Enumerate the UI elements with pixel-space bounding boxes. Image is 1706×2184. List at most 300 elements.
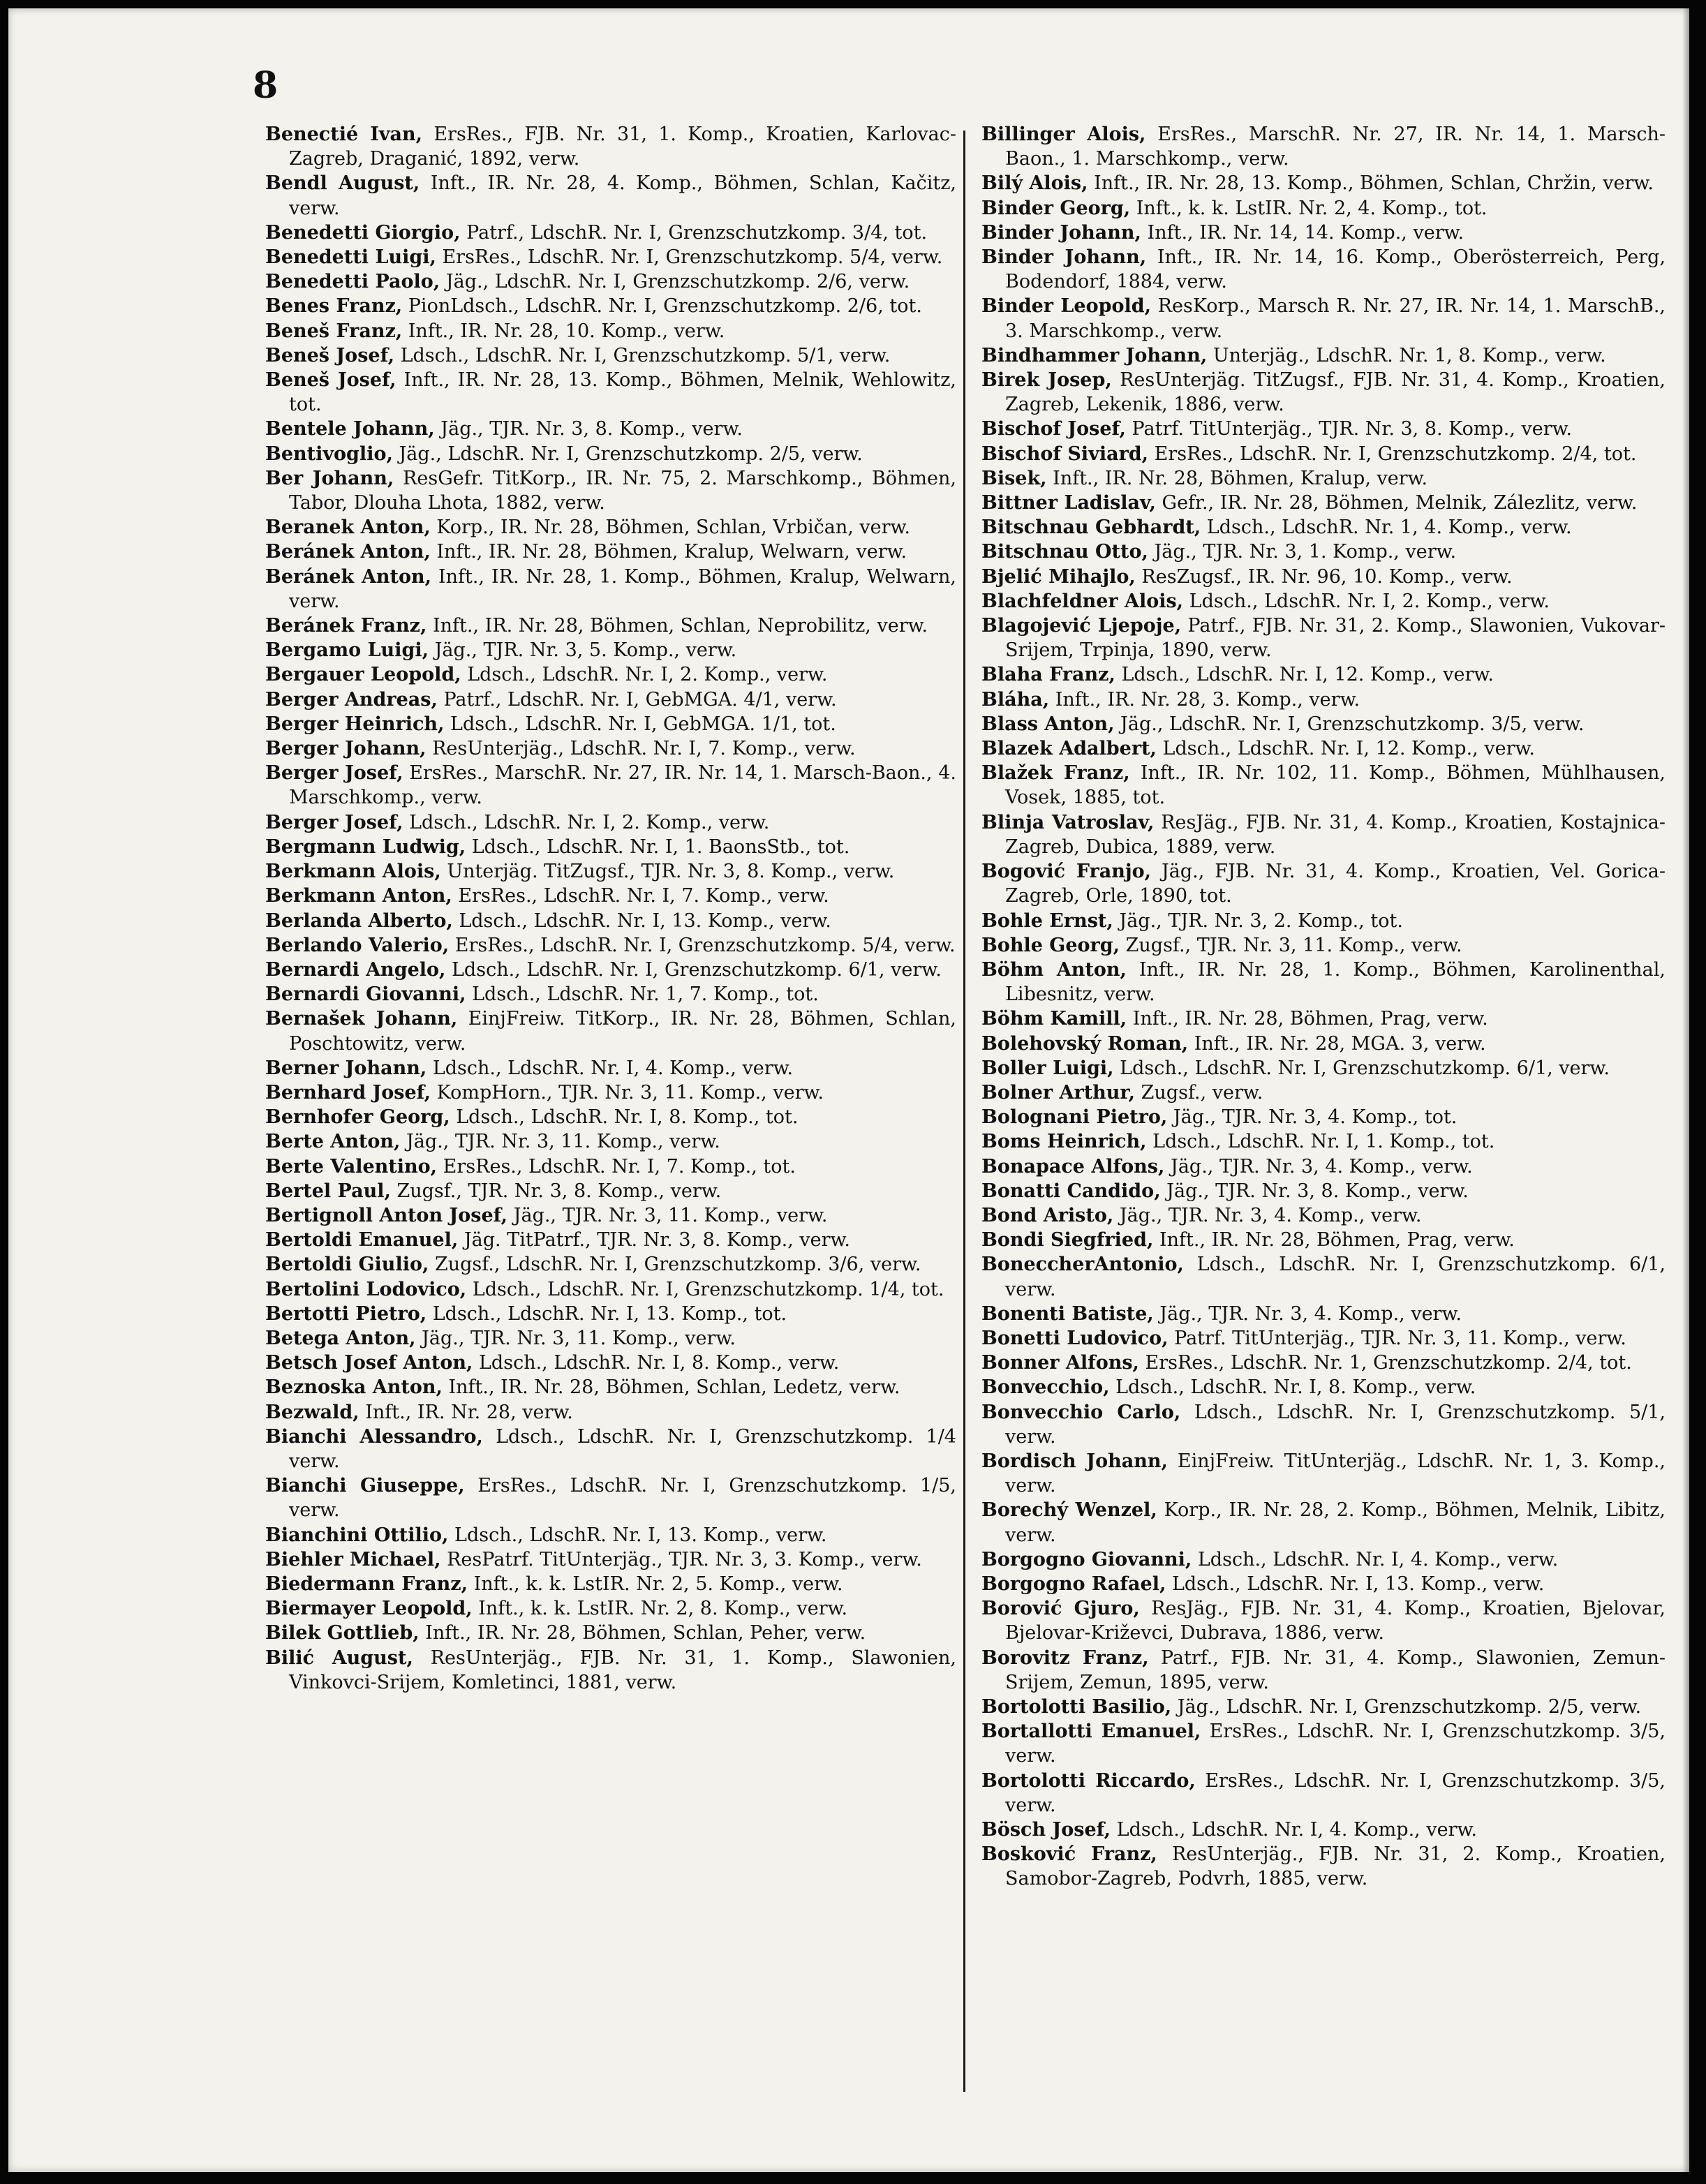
register-entry: [981, 1056, 1666, 1080]
register-entry: [265, 319, 956, 343]
register-entry: [265, 417, 956, 441]
register-entry: [265, 638, 956, 662]
entry-name: Benectié Ivan,: [265, 124, 423, 145]
entry-details: ResZugsf., IR. Nr. 96, 10. Komp., verw.: [1135, 565, 1513, 588]
entry-details: ErsRes., LdschR. Nr. I, Grenzschutzkomp. 3/5, verw.: [1005, 1769, 1666, 1816]
entry-details: Inft., IR. Nr. 28, Böhmen, Kralup, verw.: [1046, 467, 1428, 489]
entry-details: Jäg., TJR. Nr. 3, 11. Komp., verw.: [415, 1327, 736, 1349]
register-entry: [265, 343, 956, 368]
entry-name: Bentivoglio,: [265, 443, 393, 465]
entry-details: Ldsch., LdschR. Nr. I, 1. Komp., tot.: [1146, 1131, 1495, 1153]
entry-name: Bernhard Josef,: [265, 1081, 431, 1104]
register-entry: [981, 1302, 1666, 1326]
entry-details: Jäg., TJR. Nr. 3, 4. Komp., verw.: [1113, 1204, 1422, 1226]
entry-name: Bohle Georg,: [981, 934, 1120, 956]
register-entry: [265, 565, 956, 614]
register-entry: [981, 712, 1666, 736]
register-entry: [265, 1252, 956, 1277]
entry-name: Berkmann Anton,: [265, 885, 452, 907]
entry-name: Bonetti Ludovico,: [981, 1327, 1169, 1349]
entry-name: Blažek Franz,: [981, 762, 1130, 785]
entry-details: KompHorn., TJR. Nr. 3, 11. Komp., verw.: [431, 1081, 824, 1104]
register-entry: [265, 221, 956, 245]
entry-name: Bogović Franjo,: [981, 861, 1152, 883]
entry-details: Patrf., LdschR. Nr. I, Grenzschutzkomp. 3/4, tot.: [460, 221, 928, 244]
entry-details: Inft., IR. Nr. 28, 1. Komp., Böhmen, Kralup, Welwarn, verw.: [289, 565, 956, 612]
register-entry: [265, 466, 956, 515]
entry-details: Inft., IR. Nr. 28, Böhmen, Kralup, Welwarn, verw.: [430, 541, 907, 563]
register-entry: [981, 1572, 1666, 1596]
register-entry: [265, 1523, 956, 1547]
entry-details: Inft., IR. Nr. 28, 13. Komp., Böhmen, Schlan, Chržin, verw.: [1088, 172, 1654, 195]
register-entry: [265, 540, 956, 564]
entry-name: Bonenti Batiste,: [981, 1302, 1154, 1325]
entry-name: Bergamo Luigi,: [265, 639, 429, 662]
register-entry: [265, 1302, 956, 1326]
register-entry: [265, 933, 956, 958]
register-entry: [981, 1498, 1666, 1547]
entry-name: Biehler Michael,: [265, 1548, 441, 1570]
register-entry: [981, 1842, 1666, 1891]
register-entry: [981, 1228, 1666, 1252]
entry-details: Inft., IR. Nr. 14, 14. Komp., verw.: [1141, 221, 1464, 244]
entry-details: Zugsf., LdschR. Nr. I, Grenzschutzkomp. 3/6, verw.: [429, 1254, 921, 1276]
entry-name: Berger Heinrich,: [265, 713, 445, 735]
entry-name: Borgogno Rafael,: [981, 1573, 1166, 1595]
column-divider: [963, 131, 965, 2092]
register-entry: [981, 933, 1666, 958]
entry-name: Beneš Josef,: [265, 369, 396, 392]
entry-details: Ldsch., LdschR. Nr. I, 13. Komp., verw.: [448, 1524, 827, 1546]
entry-details: Zugsf., TJR. Nr. 3, 8. Komp., verw.: [390, 1180, 722, 1202]
entry-name: Bergmann Ludwig,: [265, 835, 466, 858]
entry-details: Inft., IR. Nr. 14, 16. Komp., Oberösterreich, Perg, Bodendorf, 1884, verw.: [1005, 246, 1666, 293]
register-entry: [265, 761, 956, 810]
entry-details: Ldsch., LdschR. Nr. I, 8. Komp., verw.: [1109, 1376, 1476, 1399]
entry-name: Bortolotti Basilio,: [981, 1696, 1172, 1718]
entry-details: Ldsch., LdschR. Nr. I, Grenzschutzkomp. 1/4, tot.: [466, 1278, 944, 1300]
register-entry: [265, 294, 956, 318]
entry-details: Ldsch., LdschR. Nr. I, 12. Komp., verw.: [1115, 664, 1494, 686]
entry-details: Jäg., FJB. Nr. 31, 4. Komp., Kroatien, Vel. Gorica-Zagreb, Orle, 1890, tot.: [1005, 861, 1666, 907]
entry-details: Korp., IR. Nr. 28, Böhmen, Schlan, Vrbičan, verw.: [430, 517, 911, 539]
register-entry: [265, 1056, 956, 1080]
entry-details: Inft., IR. Nr. 28, 10. Komp., verw.: [402, 320, 725, 342]
register-entry: [981, 614, 1666, 662]
entry-name: Bond Aristo,: [981, 1204, 1114, 1226]
entry-name: Borović Gjuro,: [981, 1598, 1140, 1620]
entry-details: Inft., IR. Nr. 28, MGA. 3, verw.: [1188, 1032, 1486, 1055]
entry-name: Bergauer Leopold,: [265, 664, 461, 686]
entry-name: Bondi Siegfried,: [981, 1229, 1154, 1251]
register-entry: [981, 1129, 1666, 1154]
register-entry: [265, 1326, 956, 1351]
entry-name: Beránek Anton,: [265, 541, 431, 563]
entry-name: Beznoska Anton,: [265, 1376, 443, 1399]
register-entry: [981, 491, 1666, 515]
entry-details: Jäg., LdschR. Nr. I, Grenzschutzkomp. 3/5, verw.: [1114, 713, 1585, 735]
entry-name: Borgogno Giovanni,: [981, 1548, 1192, 1570]
register-entry: [265, 736, 956, 761]
register-entry: [981, 761, 1666, 810]
register-entry: [981, 417, 1666, 441]
entry-details: Patrf. TitUnterjäg., TJR. Nr. 3, 11. Komp., verw.: [1168, 1327, 1626, 1349]
entry-name: Blass Anton,: [981, 713, 1115, 735]
entry-details: Ldsch., LdschR. Nr. I, 4. Komp., verw.: [1111, 1819, 1477, 1841]
entry-details: Patrf., FJB. Nr. 31, 2. Komp., Slawonien, Vukovar-Srijem, Trpinja, 1890, verw.: [1005, 615, 1666, 662]
entry-details: Inft., IR. Nr. 28, 4. Komp., Böhmen, Schlan, Kačitz, verw.: [289, 172, 957, 219]
register-entry: [265, 1400, 956, 1425]
register-entry: [265, 662, 956, 687]
register-entry: [981, 1006, 1666, 1031]
entry-details: Jäg., LdschR. Nr. I, Grenzschutzkomp. 2/5, verw.: [1171, 1696, 1642, 1718]
entry-name: Bertotti Pietro,: [265, 1302, 427, 1325]
entry-details: ErsRes., LdschR. Nr. I, 7. Komp., verw.: [452, 885, 829, 907]
entry-details: Jäg., TJR. Nr. 3, 4. Komp., tot.: [1167, 1106, 1457, 1129]
entry-name: Bolehovský Roman,: [981, 1032, 1189, 1055]
entry-name: Blaha Franz,: [981, 664, 1115, 686]
register-entry: [981, 1105, 1666, 1129]
entry-name: Biermayer Leopold,: [265, 1598, 473, 1620]
entry-details: Jäg., TJR. Nr. 3, 8. Komp., verw.: [434, 418, 743, 440]
register-entry: [265, 1203, 956, 1228]
entry-name: Bilý Alois,: [981, 172, 1088, 195]
entry-name: Bernardi Giovanni,: [265, 983, 466, 1006]
entry-name: Ber Johann,: [265, 467, 394, 489]
page-edge-shadow: [1682, 8, 1689, 2172]
entry-name: Bianchi Alessandro,: [265, 1425, 483, 1448]
entry-details: ErsRes., MarschR. Nr. 27, IR. Nr. 14, 1. Marsch-Baon., 1. Marschkomp., verw.: [1005, 124, 1666, 170]
register-entry: [981, 196, 1666, 221]
register-entry: [981, 1154, 1666, 1179]
register-entry: [265, 1596, 956, 1621]
register-entry: [265, 1473, 956, 1522]
entry-name: Bianchini Ottilio,: [265, 1524, 449, 1546]
left-column: [265, 122, 956, 1695]
register-entry: [981, 1203, 1666, 1228]
register-entry: [981, 1646, 1666, 1695]
entry-name: Berte Valentino,: [265, 1155, 438, 1178]
entry-details: Ldsch., LdschR. Nr. 1, 4. Komp., verw.: [1201, 517, 1572, 539]
entry-name: Bindhammer Johann,: [981, 344, 1208, 366]
entry-details: Korp., IR. Nr. 28, 2. Komp., Böhmen, Melnik, Libitz, verw.: [1005, 1499, 1666, 1546]
entry-details: Jäg., TJR. Nr. 3, 1. Komp., verw.: [1148, 541, 1457, 563]
entry-name: Betega Anton,: [265, 1327, 416, 1349]
register-entry: [981, 1400, 1666, 1449]
register-entry: [981, 1080, 1666, 1105]
register-entry: [981, 909, 1666, 933]
entry-name: Berger Johann,: [265, 738, 426, 760]
register-entry: [981, 1547, 1666, 1572]
entry-details: Ldsch., LdschR. Nr. I, 2. Komp., verw.: [403, 811, 770, 833]
entry-name: Bernhofer Georg,: [265, 1106, 450, 1129]
entry-details: Jäg. TitPatrf., TJR. Nr. 3, 8. Komp., verw.: [458, 1229, 850, 1251]
register-entry: [265, 1547, 956, 1572]
register-entry: [265, 958, 956, 982]
entry-details: ErsRes., MarschR. Nr. 27, IR. Nr. 14, 1. Marsch-Baon., 4. Marschkomp., verw.: [289, 762, 956, 809]
register-entry: [981, 958, 1666, 1006]
register-entry: [981, 515, 1666, 540]
register-entry: [981, 343, 1666, 368]
entry-details: Ldsch., LdschR. Nr. I, Grenzschutzkomp. 5/1, verw.: [394, 344, 891, 366]
entry-details: ResKorp., Marsch R. Nr. 27, IR. Nr. 14, 1. MarschB., 3. Marschkomp., verw.: [1005, 295, 1666, 342]
entry-details: Jäg., LdschR. Nr. I, Grenzschutzkomp. 2/6, verw.: [440, 271, 910, 293]
entry-name: Bortolotti Riccardo,: [981, 1769, 1196, 1792]
register-entry: [981, 662, 1666, 687]
entry-name: Bösch Josef,: [981, 1819, 1111, 1841]
entry-details: Inft., k. k. LstIR. Nr. 2, 8. Komp., verw.: [472, 1598, 848, 1620]
register-entry: [265, 1572, 956, 1596]
entry-name: Bláha,: [981, 688, 1050, 711]
document-page: [8, 8, 1689, 2172]
register-entry: [981, 540, 1666, 564]
register-entry: [981, 688, 1666, 712]
entry-details: Inft., IR. Nr. 28, 1. Komp., Böhmen, Karolinenthal, Libesnitz, verw.: [1005, 958, 1666, 1006]
entry-name: Bohle Ernst,: [981, 909, 1113, 932]
entry-name: Benedetti Luigi,: [265, 246, 436, 269]
entry-details: ResUnterjäg. TitZugsf., FJB. Nr. 31, 4. Komp., Kroatien, Zagreb, Lekenik, 1886, verw.: [1005, 369, 1666, 416]
entry-name: Berte Anton,: [265, 1131, 401, 1153]
entry-name: Binder Leopold,: [981, 295, 1152, 318]
entry-name: Berger Josef,: [265, 811, 403, 833]
entry-details: Jäg., TJR. Nr. 3, 2. Komp., tot.: [1113, 909, 1403, 932]
entry-name: Blagojević Ljepoje,: [981, 615, 1182, 637]
entry-name: Bordisch Johann,: [981, 1450, 1168, 1472]
entry-details: Inft., k. k. LstIR. Nr. 2, 4. Komp., tot.: [1130, 197, 1488, 219]
entry-details: ErsRes., LdschR. Nr. 1, Grenzschutzkomp. 2/4, tot.: [1138, 1352, 1632, 1374]
register-entry: [265, 1179, 956, 1203]
entry-details: ErsRes., LdschR. Nr. I, 7. Komp., tot.: [437, 1155, 796, 1178]
entry-details: Inft., IR. Nr. 102, 11. Komp., Böhmen, Mühlhausen, Vosek, 1885, tot.: [1005, 762, 1666, 809]
register-entry: [981, 294, 1666, 343]
entry-details: Ldsch., LdschR. Nr. I, GebMGA. 1/1, tot.: [444, 713, 836, 735]
entry-name: Benedetti Paolo,: [265, 271, 440, 293]
entry-name: Bilić August,: [265, 1647, 413, 1669]
entry-name: Bonvecchio,: [981, 1376, 1110, 1399]
register-entry: [981, 1032, 1666, 1056]
register-entry: [981, 442, 1666, 466]
entry-name: Beneš Josef,: [265, 344, 394, 366]
entry-details: Jäg., TJR. Nr. 3, 11. Komp., verw.: [507, 1204, 828, 1226]
register-entry: [981, 1375, 1666, 1399]
entry-details: Jäg., TJR. Nr. 3, 11. Komp., verw.: [400, 1131, 720, 1153]
entry-details: Ldsch., LdschR. Nr. I, Grenzschutzkomp. 5/1, verw.: [1005, 1401, 1666, 1448]
entry-details: PionLdsch., LdschR. Nr. I, Grenzschutzkomp. 2/6, tot.: [402, 295, 922, 318]
entry-name: Berger Josef,: [265, 762, 403, 785]
register-entry: [265, 614, 956, 638]
entry-name: Bonatti Candido,: [981, 1180, 1161, 1202]
entry-details: Patrf., FJB. Nr. 31, 4. Komp., Slawonien, Zemun-Srijem, Zemun, 1895, verw.: [1005, 1647, 1666, 1693]
register-entry: [265, 712, 956, 736]
entry-details: Patrf., LdschR. Nr. I, GebMGA. 4/1, verw.: [437, 688, 837, 711]
register-entry: [981, 466, 1666, 491]
register-entry: [265, 1646, 956, 1695]
entry-name: Billinger Alois,: [981, 124, 1146, 145]
entry-name: Beneš Franz,: [265, 320, 403, 342]
right-column: [981, 122, 1666, 1892]
entry-name: Berkmann Alois,: [265, 861, 441, 883]
entry-name: Binder Johann,: [981, 246, 1147, 269]
entry-details: Inft., IR. Nr. 28, Böhmen, Schlan, Peher, verw.: [419, 1622, 866, 1644]
entry-name: Bertoldi Emanuel,: [265, 1229, 459, 1251]
entry-name: Bjelić Mihajlo,: [981, 565, 1136, 588]
entry-name: Bisek,: [981, 467, 1047, 489]
register-entry: [265, 1277, 956, 1302]
entry-name: Borovitz Franz,: [981, 1647, 1149, 1669]
entry-name: Beránek Franz,: [265, 615, 427, 637]
entry-name: Bischof Josef,: [981, 418, 1126, 440]
entry-details: Inft., IR. Nr. 28, Böhmen, Schlan, Neprobilitz, verw.: [426, 615, 928, 637]
register-entry: [981, 368, 1666, 417]
entry-details: ErsRes., LdschR. Nr. I, Grenzschutzkomp. 2/4, tot.: [1148, 443, 1637, 465]
entry-details: ResJäg., FJB. Nr. 31, 4. Komp., Kroatien, Bjelovar, Bjelovar-Križevci, Dubrava, 1886, verw.: [1005, 1598, 1666, 1644]
entry-name: Berlanda Alberto,: [265, 909, 453, 932]
entry-name: Binder Johann,: [981, 221, 1141, 244]
register-entry: [981, 810, 1666, 859]
entry-details: ErsRes., LdschR. Nr. I, Grenzschutzkomp. 3/5, verw.: [1005, 1721, 1666, 1767]
entry-name: Benes Franz,: [265, 295, 403, 318]
register-entry: [981, 1449, 1666, 1498]
entry-name: Boms Heinrich,: [981, 1131, 1147, 1153]
entry-details: Unterjäg. TitZugsf., TJR. Nr. 3, 8. Komp., verw.: [440, 861, 895, 883]
register-entry: [265, 1375, 956, 1399]
register-entry: [265, 835, 956, 859]
register-entry: [265, 982, 956, 1006]
entry-name: BoneccherAntonio,: [981, 1254, 1184, 1276]
entry-name: Bendl August,: [265, 172, 420, 195]
entry-name: Böhm Anton,: [981, 958, 1127, 981]
entry-name: Berlando Valerio,: [265, 934, 450, 956]
entry-details: ResJäg., FJB. Nr. 31, 4. Komp., Kroatien, Kostajnica-Zagreb, Dubica, 1889, verw.: [1005, 811, 1666, 858]
entry-name: Bilek Gottlieb,: [265, 1622, 420, 1644]
entry-details: Ldsch., LdschR. Nr. I, 4. Komp., verw.: [426, 1057, 794, 1079]
entry-name: Benedetti Giorgio,: [265, 221, 461, 244]
entry-name: Blazek Adalbert,: [981, 738, 1157, 760]
entry-details: Ldsch., LdschR. Nr. I, Grenzschutzkomp. 6/1, verw.: [1005, 1254, 1666, 1300]
entry-name: Beranek Anton,: [265, 517, 431, 539]
register-entry: [265, 1425, 956, 1473]
entry-name: Bolner Arthur,: [981, 1081, 1136, 1104]
entry-details: Ldsch., LdschR. Nr. I, 2. Komp., verw.: [461, 664, 828, 686]
entry-name: Bonapace Alfons,: [981, 1155, 1165, 1178]
entry-details: Inft., IR. Nr. 28, Böhmen, Prag, verw.: [1153, 1229, 1515, 1251]
entry-name: Bianchi Giuseppe,: [265, 1475, 465, 1497]
register-entry: [265, 1228, 956, 1252]
entry-name: Berner Johann,: [265, 1057, 427, 1079]
entry-details: Ldsch., LdschR. Nr. I, Grenzschutzkomp. 1/4 verw.: [289, 1425, 956, 1472]
register-entry: [265, 688, 956, 712]
register-entry: [981, 1351, 1666, 1375]
register-entry: [265, 859, 956, 884]
entry-details: Jäg., LdschR. Nr. I, Grenzschutzkomp. 2/5, verw.: [392, 443, 863, 465]
entry-details: Inft., IR. Nr. 28, 3. Komp., verw.: [1049, 688, 1360, 711]
register-entry: [981, 1769, 1666, 1818]
entry-name: Bernašek Johann,: [265, 1008, 458, 1030]
entry-name: Bertolini Lodovico,: [265, 1278, 467, 1300]
entry-details: ErsRes., LdschR. Nr. I, Grenzschutzkomp. 5/4, verw.: [449, 934, 956, 956]
entry-name: Biedermann Franz,: [265, 1573, 468, 1595]
entry-details: Inft., IR. Nr. 28, Böhmen, Schlan, Ledetz, verw.: [442, 1376, 900, 1399]
register-entry: [981, 122, 1666, 171]
register-entry: [981, 1818, 1666, 1842]
entry-name: Bosković Franz,: [981, 1843, 1157, 1866]
entry-name: Blinja Vatroslav,: [981, 811, 1155, 833]
entry-details: Zugsf., TJR. Nr. 3, 11. Komp., verw.: [1120, 934, 1462, 956]
entry-details: Jäg., TJR. Nr. 3, 4. Komp., verw.: [1153, 1302, 1462, 1325]
register-entry: [981, 1695, 1666, 1719]
entry-name: Berger Andreas,: [265, 688, 438, 711]
entry-name: Bentele Johann,: [265, 418, 435, 440]
entry-name: Bischof Siviard,: [981, 443, 1149, 465]
entry-details: ResGefr. TitKorp., IR. Nr. 75, 2. Marschkomp., Böhmen, Tabor, Dlouha Lhota, 1882, verw.: [289, 467, 956, 514]
register-entry: [981, 245, 1666, 294]
entry-details: Ldsch., LdschR. Nr. 1, 7. Komp., tot.: [466, 983, 819, 1006]
register-entry: [265, 1621, 956, 1645]
register-entry: [265, 1154, 956, 1179]
register-entry: [981, 736, 1666, 761]
register-entry: [981, 1179, 1666, 1203]
register-entry: [981, 1719, 1666, 1768]
entry-name: Bezwald,: [265, 1401, 359, 1423]
register-entry: [981, 1596, 1666, 1645]
entry-details: ResUnterjäg., FJB. Nr. 31, 2. Komp., Kroatien, Samobor-Zagreb, Podvrh, 1885, verw.: [1005, 1843, 1666, 1890]
entry-name: Birek Josep,: [981, 369, 1112, 392]
entry-name: Bittner Ladislav,: [981, 492, 1156, 514]
entry-name: Bonner Alfons,: [981, 1352, 1139, 1374]
entry-details: Inft., IR. Nr. 28, Böhmen, Prag, verw.: [1127, 1008, 1488, 1030]
entry-name: Bertignoll Anton Josef,: [265, 1204, 508, 1226]
register-entry: [265, 1105, 956, 1129]
register-entry: [981, 565, 1666, 589]
entry-name: Bonvecchio Carlo,: [981, 1401, 1181, 1423]
entry-details: Ldsch., LdschR. Nr. I, 13. Komp., verw.: [452, 909, 831, 932]
entry-name: Betsch Josef Anton,: [265, 1352, 473, 1374]
register-entry: [265, 515, 956, 540]
register-entry: [981, 1326, 1666, 1351]
register-entry: [981, 859, 1666, 908]
entry-details: ErsRes., LdschR. Nr. I, Grenzschutzkomp. 1/5, verw.: [289, 1475, 957, 1522]
entry-details: ResUnterjäg., FJB. Nr. 31, 1. Komp., Slawonien, Vinkovci-Srijem, Komletinci, 1881, verw.: [289, 1647, 956, 1693]
entry-details: Ldsch., LdschR. Nr. I, 13. Komp., tot.: [426, 1302, 787, 1325]
entry-details: Ldsch., LdschR. Nr. I, 13. Komp., verw.: [1166, 1573, 1545, 1595]
register-entry: [981, 221, 1666, 245]
entry-name: Boller Luigi,: [981, 1057, 1114, 1079]
register-entry: [265, 884, 956, 908]
register-entry: [265, 269, 956, 294]
register-entry: [265, 368, 956, 417]
entry-details: Ldsch., LdschR. Nr. I, 12. Komp., verw.: [1156, 738, 1535, 760]
entry-details: EinjFreiw. TitKorp., IR. Nr. 28, Böhmen, Schlan, Poschtowitz, verw.: [289, 1008, 956, 1055]
entry-name: Binder Georg,: [981, 197, 1131, 219]
entry-details: Ldsch., LdschR. Nr. I, 1. BaonsStb., tot.: [466, 835, 850, 858]
entry-name: Bernardi Angelo,: [265, 958, 446, 981]
entry-details: Ldsch., LdschR. Nr. I, Grenzschutzkomp. 6/1, verw.: [1113, 1057, 1610, 1079]
entry-details: Unterjäg., LdschR. Nr. 1, 8. Komp., verw.: [1207, 344, 1606, 366]
entry-details: ErsRes., FJB. Nr. 31, 1. Komp., Kroatien, Karlovac-Zagreb, Draganić, 1892, verw.: [289, 124, 956, 170]
entry-details: Ldsch., LdschR. Nr. I, 4. Komp., verw.: [1192, 1548, 1559, 1570]
entry-details: Inft., k. k. LstIR. Nr. 2, 5. Komp., verw.: [468, 1573, 843, 1595]
register-entry: [265, 909, 956, 933]
entry-details: Zugsf., verw.: [1135, 1081, 1263, 1104]
register-entry: [265, 171, 956, 220]
register-entry: [265, 1006, 956, 1055]
entry-name: Bolognani Pietro,: [981, 1106, 1168, 1129]
page-number: 8: [253, 64, 279, 107]
entry-name: Bitschnau Otto,: [981, 541, 1148, 563]
entry-details: Jäg., TJR. Nr. 3, 8. Komp., verw.: [1160, 1180, 1469, 1202]
register-entry: [981, 589, 1666, 614]
entry-details: Jäg., TJR. Nr. 3, 4. Komp., verw.: [1164, 1155, 1473, 1178]
